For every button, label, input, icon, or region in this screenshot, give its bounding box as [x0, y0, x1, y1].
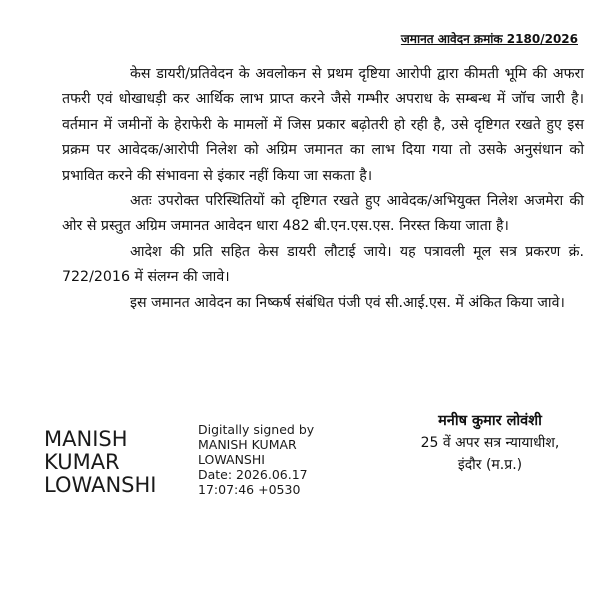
judge-name: मनीष कुमार लोवंशी: [438, 413, 542, 429]
paragraph-1: केस डायरी/प्रतिवेदन के अवलोकन से प्रथम दृष्टिया आरोपी द्वारा कीमती भूमि की अफरा तफरी एवं धोखाधड़ी कर आर्थिक लाभ प्राप्त करने जैसे गम्भीर अपराध के सम्बन्ध में जॉच जारी है। वर्तमान में जमीनों के हेराफेरी के मामलों में जिस प्रकार बढ़ोतरी हो रही है, उसे दृष्टिगत रखते हुए इस प्रक्रम पर आवेदक/आरोपी निलेश को अग्रिम जमानत का लाभ दिया गया तो उसके अनुसंधान को प्रभावित करने की संभावना से इंकार नहीं किया जा सकता है।: [62, 66, 584, 184]
signer-name-line: MANISH: [44, 427, 128, 451]
signer-name-line: KUMAR: [44, 450, 120, 474]
digital-signature-details: [198, 422, 314, 497]
signature-detail-line: LOWANSHI: [198, 452, 265, 467]
judge-location: इंदौर (म.प्र.): [457, 457, 523, 473]
paragraph-4: इस जमानत आवेदन का निष्कर्ष संबंधित पंजी एवं सी.आई.एस. में अंकित किया जावे।: [130, 294, 565, 311]
signer-name-block: [44, 428, 157, 497]
judge-designation: 25 वें अपर सत्र न्यायाधीश,: [420, 435, 560, 451]
signature-date-line: Date: 2026.06.17: [198, 467, 308, 482]
signature-detail-line: Digitally signed by: [198, 422, 315, 437]
paragraph-3: आदेश की प्रति सहित केस डायरी लौटाई जाये। यह पत्रावली मूल सत्र प्रकरण क्रं. 722/2016 में संलग्न की जावे।: [62, 243, 584, 286]
signature-time-line: 17:07:46 +0530: [198, 482, 301, 497]
order-body: [62, 62, 584, 316]
case-number-header: जमानत आवेदन क्रमांक 2180/2026: [400, 32, 578, 46]
paragraph-2: अतः उपरोक्त परिस्थितियों को दृष्टिगत रखते हुए आवेदक/अभियुक्त निलेश अजमेरा की ओर से प्रस्तुत अग्रिम जमानत आवेदन धारा 482 बी.एन.एस.एस. निरस्त किया जाता है।: [62, 193, 584, 235]
signature-detail-line: MANISH KUMAR: [198, 437, 297, 452]
judge-signature-block: [385, 410, 595, 476]
signer-name-line: LOWANSHI: [44, 473, 157, 497]
